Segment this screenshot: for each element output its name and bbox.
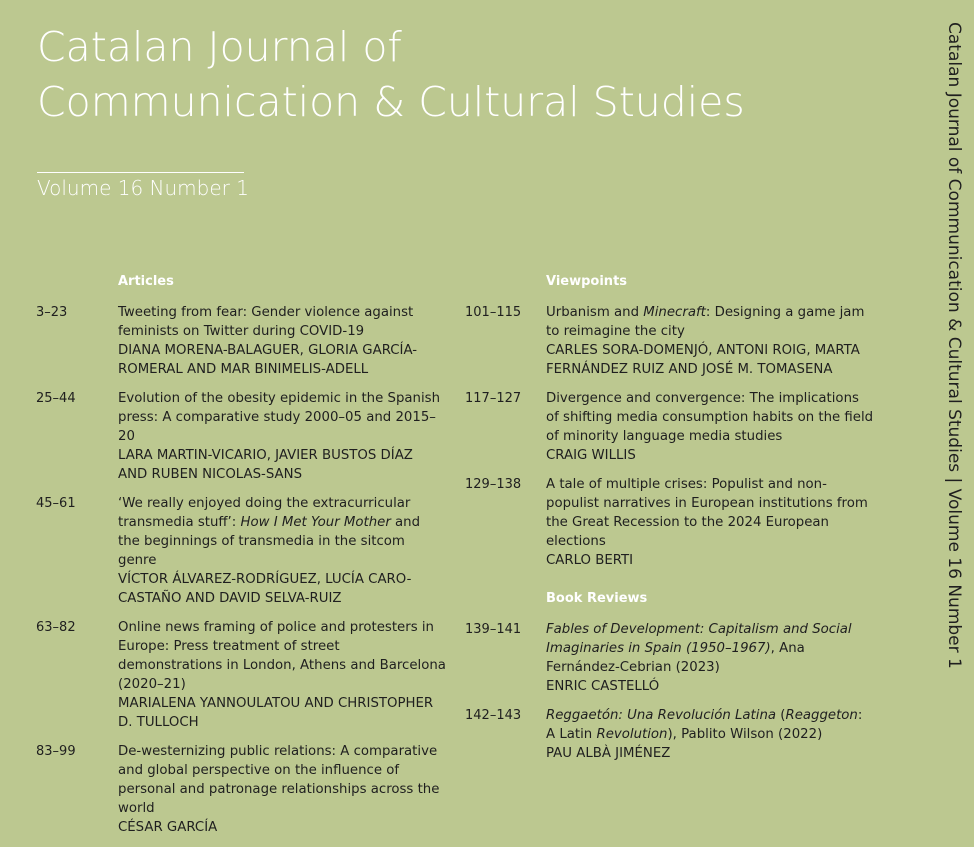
article-title: Evolution of the obesity epidemic in the Spanish press: A comparative study 2000–05 and 2015–20 bbox=[118, 391, 441, 444]
page-range: 142–143 bbox=[465, 708, 522, 723]
book-review-reviewer: PAU ALBÀ JIMÉNEZ bbox=[546, 746, 671, 761]
viewpoint-authors: CARLO BERTI bbox=[546, 553, 634, 568]
page-range: 63–82 bbox=[36, 620, 76, 635]
book-review-entry bbox=[465, 706, 875, 763]
volume-number: Volume 16 Number 1 bbox=[37, 176, 249, 200]
article-authors: CÉSAR GARCÍA bbox=[118, 820, 218, 835]
viewpoint-title: A tale of multiple crises: Populist and non-populist narratives in European institutions from the Great Recession to the 2024 European elections bbox=[546, 477, 868, 549]
section-heading-viewpoints: Viewpoints bbox=[546, 274, 628, 289]
article-title: De-westernizing public relations: A comparative and global perspective on the influence of personal and patronage relationships across the world bbox=[118, 744, 440, 816]
page-range: 101–115 bbox=[465, 305, 522, 320]
article-authors: LARA MARTIN-VICARIO, JAVIER BUSTOS DÍAZ AND RUBEN NICOLAS-SANS bbox=[118, 448, 413, 482]
article-title: Online news framing of police and protesters in Europe: Press treatment of street demonstrations in London, Athens and Barcelona (2020–21) bbox=[118, 620, 446, 692]
viewpoint-authors: CARLES SORA-DOMENJÓ, ANTONI ROIG, MARTA FERNÁNDEZ RUIZ AND JOSÉ M. TOMASENA bbox=[546, 343, 860, 377]
book-review-title: Reggaetón: Una Revolución Latina (Reaggeton: A Latin Revolution), Pablito Wilson (2022) bbox=[546, 708, 863, 742]
page-range: 25–44 bbox=[36, 391, 76, 406]
article-title: Tweeting from fear: Gender violence against feminists on Twitter during COVID-19 bbox=[118, 305, 414, 339]
article-authors: VÍCTOR ÁLVAREZ-RODRÍGUEZ, LUCÍA CARO-CASTAÑO AND DAVID SELVA-RUIZ bbox=[118, 572, 412, 606]
article-authors: DIANA MORENA-BALAGUER, GLORIA GARCÍA-ROMERAL AND MAR BINIMELIS-ADELL bbox=[118, 343, 418, 377]
page-range: 129–138 bbox=[465, 477, 522, 492]
book-review-title: Fables of Development: Capitalism and Social Imaginaries in Spain (1950–1967), Ana Fernández-Cebrian (2023) bbox=[546, 622, 852, 675]
article-entry bbox=[36, 618, 446, 732]
article-title: ‘We really enjoyed doing the extracurricular transmedia stuff’: How I Met Your Mother and the beginnings of transmedia in the sitcom genre bbox=[118, 496, 421, 568]
contents-right-column bbox=[465, 273, 875, 773]
spine-text: Catalan Journal of Communication & Cultural Studies | Volume 16 Number 1 bbox=[944, 22, 964, 669]
contents-left-column bbox=[36, 273, 446, 847]
article-authors: MARIALENA YANNOULATOU AND CHRISTOPHER D. TULLOCH bbox=[118, 696, 434, 730]
page-range: 45–61 bbox=[36, 496, 76, 511]
article-entry bbox=[36, 742, 446, 837]
book-review-reviewer: ENRIC CASTELLÓ bbox=[546, 679, 660, 694]
article-entry bbox=[36, 389, 446, 484]
article-entry bbox=[36, 303, 446, 379]
section-heading-articles: Articles bbox=[118, 274, 174, 289]
viewpoint-title: Divergence and convergence: The implications of shifting media consumption habits on the field of minority language media studies bbox=[546, 391, 874, 444]
page-range: 139–141 bbox=[465, 622, 522, 637]
page-range: 3–23 bbox=[36, 305, 68, 320]
article-entry bbox=[36, 494, 446, 608]
title-divider bbox=[37, 172, 244, 173]
viewpoint-entry bbox=[465, 303, 875, 379]
viewpoint-authors: CRAIG WILLIS bbox=[546, 448, 636, 463]
viewpoint-entry bbox=[465, 475, 875, 570]
journal-title bbox=[37, 20, 745, 130]
page-range: 117–127 bbox=[465, 391, 522, 406]
page-range: 83–99 bbox=[36, 744, 76, 759]
section-heading-book-reviews: Book Reviews bbox=[546, 591, 648, 606]
viewpoint-entry bbox=[465, 389, 875, 465]
journal-title-line1: Catalan Journal of bbox=[37, 23, 402, 71]
book-review-entry bbox=[465, 620, 875, 696]
viewpoint-title: Urbanism and Minecraft: Designing a game jam to reimagine the city bbox=[546, 305, 865, 339]
journal-title-line2: Communication & Cultural Studies bbox=[37, 78, 745, 126]
